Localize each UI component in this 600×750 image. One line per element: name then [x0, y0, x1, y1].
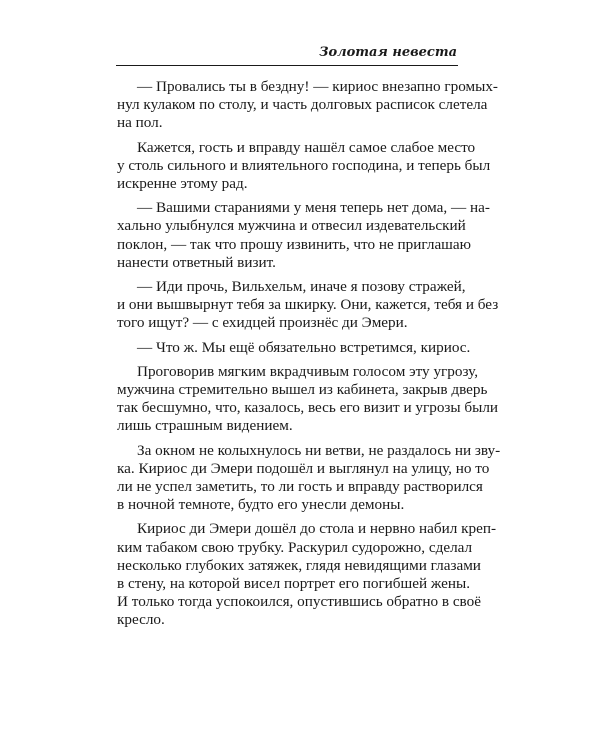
text-line: несколько глубоких затяжек, глядя невидящими глазами [117, 556, 481, 574]
text-line: у столь сильного и влиятельного господина, и теперь был [117, 156, 491, 174]
text-line: в стену, на которой висел портрет его погибшей жены. [117, 575, 471, 593]
text-line: и они вышвырнут тебя за шкирку. Они, кажется, тебя и без [117, 296, 499, 314]
text-line: Проговорив мягким вкрадчивым голосом эту угрозу, [137, 362, 479, 380]
text-line: — Иди прочь, Вильхельм, иначе я позову стражей, [137, 278, 466, 296]
text-line: поклон, — так что прошу извинить, что не приглашаю [117, 235, 471, 253]
paragraph [117, 138, 491, 194]
body-text [117, 78, 501, 636]
paragraph [117, 441, 501, 515]
text-line: — Вашими стараниями у меня теперь нет дома, — на- [137, 199, 490, 217]
paragraph [117, 362, 499, 436]
text-line: того ищут? — с ехидцей произнёс ди Эмери. [117, 314, 408, 332]
text-line: ли не успел заметить, то ли гость и вправду растворился [117, 478, 483, 496]
text-line: лишь страшным видением. [117, 417, 293, 435]
header-rule [116, 65, 458, 66]
text-line: так бесшумно, что, казалось, весь его визит и угрозы были [117, 399, 499, 417]
text-line: хально улыбнулся мужчина и отвесил издевательский [117, 217, 466, 235]
paragraph [117, 338, 471, 357]
text-line: ка. Кириос ди Эмери подошёл и выглянул на улицу, но то [117, 459, 490, 477]
paragraph [117, 520, 497, 629]
paragraph [117, 78, 498, 133]
text-line: нанести ответный визит. [117, 253, 276, 271]
text-line: ким табаком свою трубку. Раскурил судорожно, сделал [117, 538, 473, 556]
text-line: искренне этому рад. [117, 175, 248, 193]
text-line: в ночной темноте, будто его унесли демоны. [117, 496, 405, 514]
text-line: — Что ж. Мы ещё обязательно встретимся, кириос. [137, 338, 471, 356]
text-line: За окном не колыхнулось ни ветви, не раздалось ни зву- [137, 441, 501, 459]
paragraph [117, 199, 490, 272]
text-line: мужчина стремительно вышел из кабинета, закрыв дверь [117, 381, 488, 399]
text-line: Кажется, гость и вправду нашёл самое слабое место [137, 138, 476, 156]
text-line: И только тогда успокоился, опустившись обратно в своё [117, 593, 481, 611]
text-line: Кириос ди Эмери дошёл до стола и нервно набил креп- [137, 520, 497, 538]
text-line: кресло. [117, 611, 165, 629]
text-line: — Провались ты в бездну! — кириос внезапно громых- [137, 78, 498, 95]
text-line: на пол. [117, 114, 163, 132]
text-line: нул кулаком по столу, и часть долговых расписок слетела [117, 96, 488, 114]
running-head-title: Золотая невеста [319, 45, 457, 60]
paragraph [117, 278, 499, 333]
